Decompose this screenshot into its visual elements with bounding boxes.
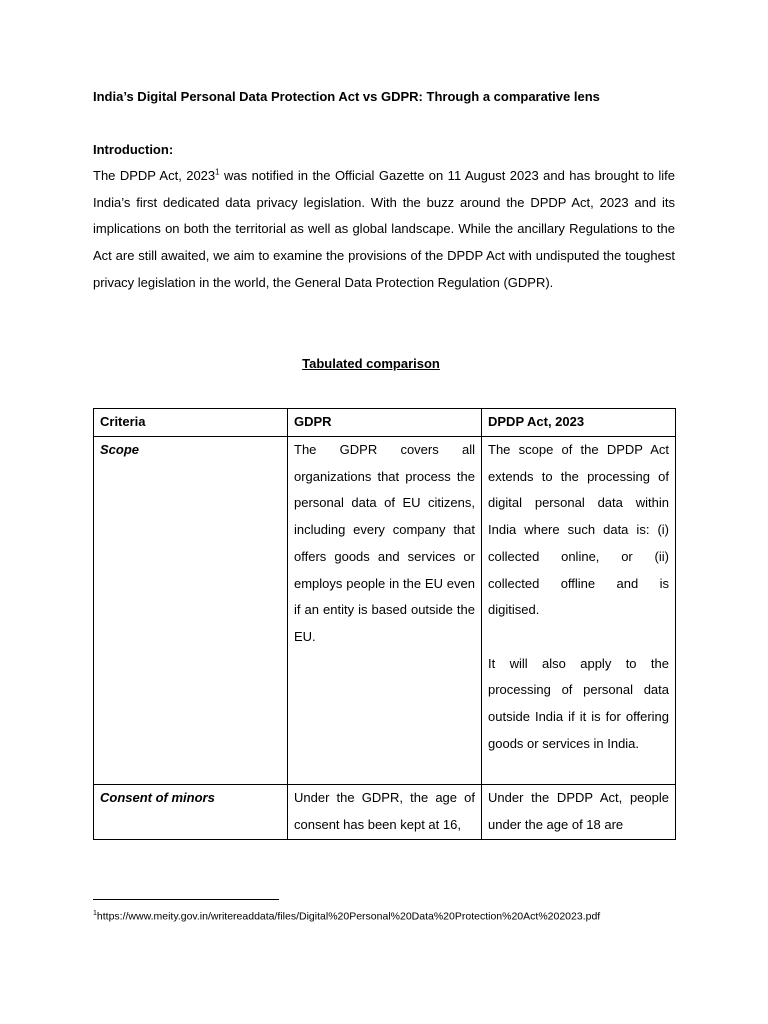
table-header-row [94,409,676,437]
footnote-link[interactable]: https://www.meity.gov.in/writereaddata/files/Digital%20Personal%20Data%20Protection%20Act%202023.pdf [96,910,601,923]
footnote [93,906,678,925]
intro-heading: Introduction: [93,142,174,157]
consent-dpdp-cell [482,785,676,839]
row-criteria-scope: Scope [94,437,288,785]
footnote-separator [93,899,279,900]
intro-paragraph [93,163,675,297]
intro-text-start: The DPDP Act, 2023 [93,168,216,183]
footnote-reference[interactable]: 1 [215,167,220,177]
row-criteria-consent: Consent of minors [94,785,288,839]
paragraph-gap [488,757,669,784]
header-gdpr: GDPR [288,409,482,437]
footnote-marker: 1 [93,910,97,917]
consent-gdpr-cell [288,785,482,839]
paragraph-gap [488,624,669,651]
scope-dpdp-cell [482,437,676,785]
document-title: India’s Digital Personal Data Protection Act vs GDPR: Through a comparative lens [93,89,600,104]
consent-dpdp-text: Under the DPDP Act, people under the age of 18 are [488,790,669,832]
consent-gdpr-text: Under the GDPR, the age of consent has been kept at 16, [294,790,475,832]
header-dpdp: DPDP Act, 2023 [482,409,676,437]
scope-gdpr-cell [288,437,482,785]
header-criteria: Criteria [94,409,288,437]
section-heading: Tabulated comparison [302,356,440,371]
scope-dpdp-text-2: It will also apply to the processing of personal data outside India if it is for offering goods or services in India. [488,655,669,751]
table-row [94,437,676,785]
scope-dpdp-text-1: The scope of the DPDP Act extends to the processing of digital personal data within India where such data is: (i) collected online, or (ii) collected offline and is digitised. [488,442,669,618]
intro-text-rest: was notified in the Official Gazette on 11 August 2023 and has brought to life India’s first dedicated data privacy legislation. With the buzz around the DPDP Act, 2023 and its implications on both the territorial as well as global landscape. While the ancillary Regulations to the Act are still awaited, we aim to examine the provisions of the DPDP Act with undisputed the toughest privacy legislation in the world, the General Data Protection Regulation (GDPR). [93,168,676,290]
scope-gdpr-text: The GDPR covers all organizations that process the personal data of EU citizens, including every company that offers goods and services or employs people in the EU even if an entity is based outside the EU. [294,442,475,644]
table-row [94,785,676,839]
comparison-table [93,408,676,840]
